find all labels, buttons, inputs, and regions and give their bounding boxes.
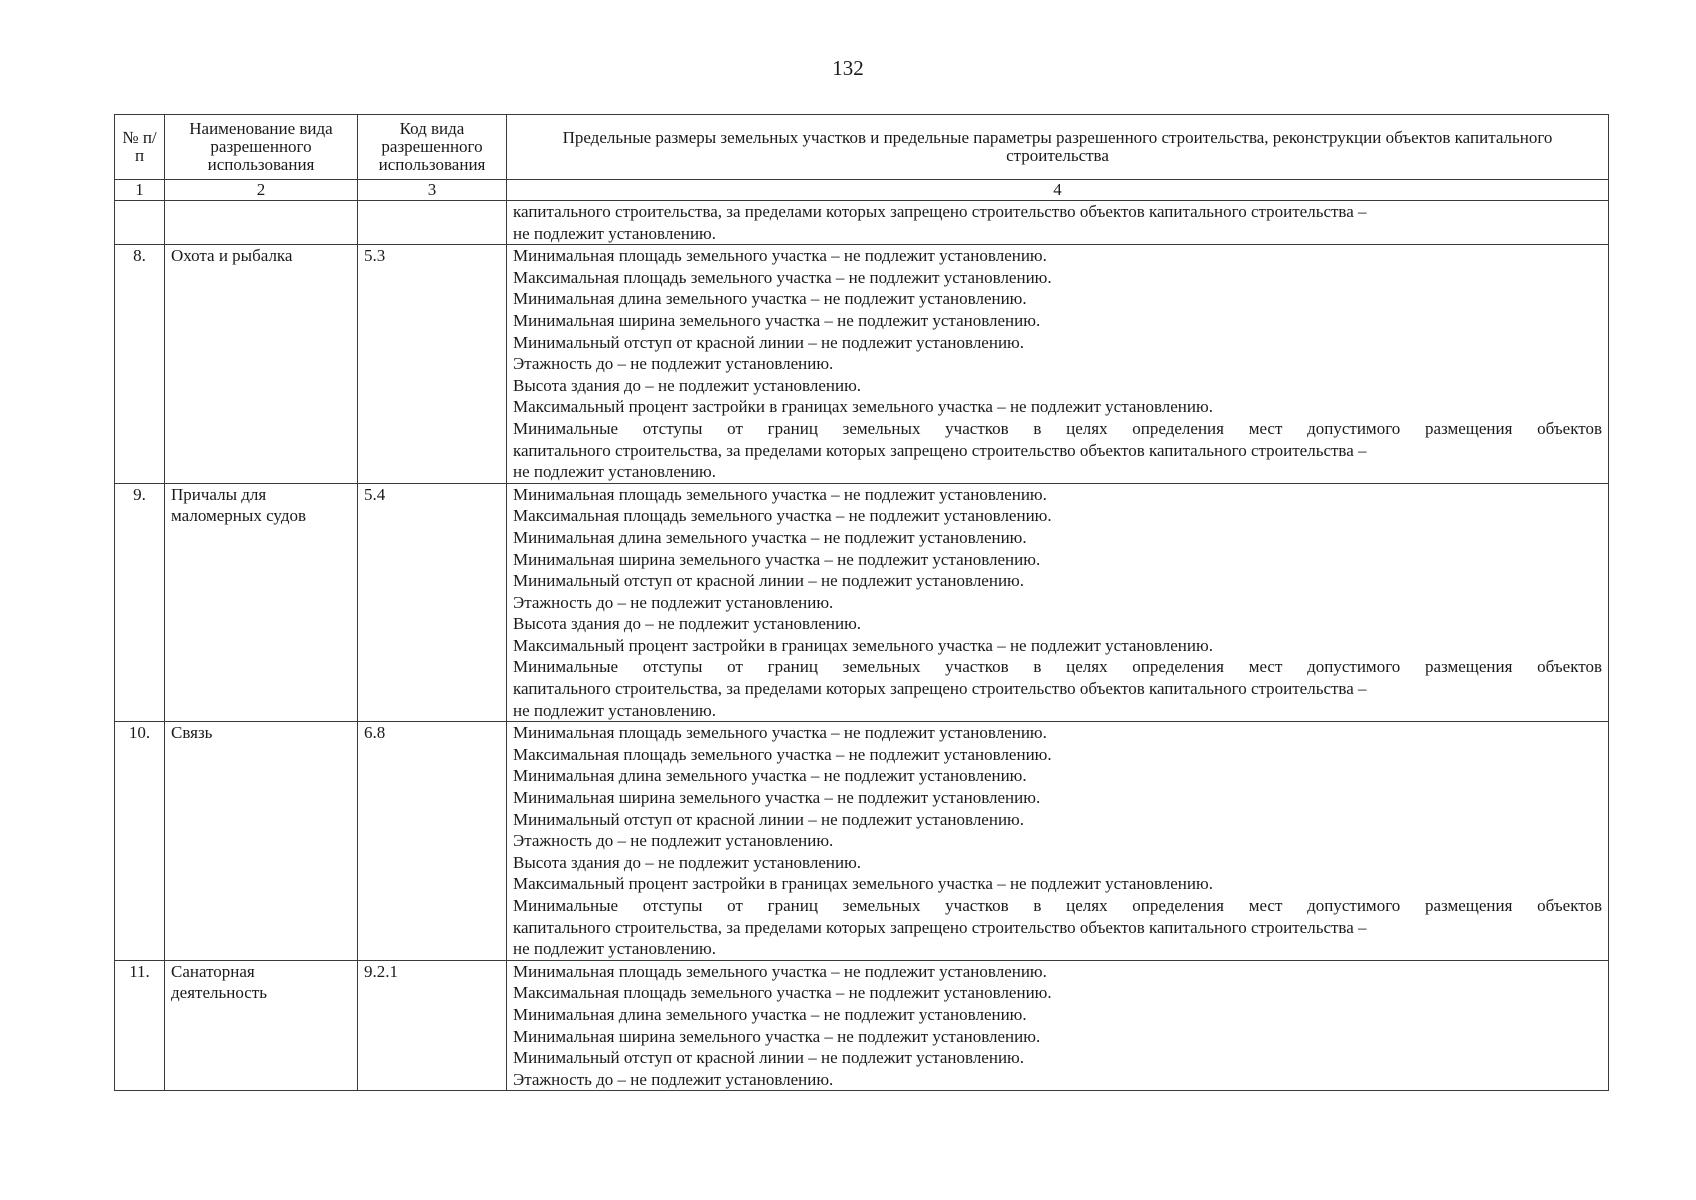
row-num [115, 201, 165, 245]
row-params [507, 483, 1609, 722]
row-name [165, 201, 358, 245]
param-line: Минимальный отступ от красной линии – не подлежит установлению. [513, 332, 1024, 352]
page-number: 132 [832, 56, 864, 80]
param-line: Высота здания до – не подлежит установлению. [513, 852, 862, 872]
param-line: Минимальный отступ от красной линии – не подлежит установлению. [513, 809, 1024, 829]
table-row [115, 245, 1609, 484]
param-line: не подлежит установлению. [513, 223, 717, 243]
table-row [115, 722, 1609, 961]
param-line: Минимальные отступы от границ земельных участков в целях определения мест допустимого размещения объектов [513, 657, 1602, 677]
continuation-row [115, 201, 1609, 245]
param-line: капитального строительства, за пределами которых запрещено строительство объектов капитального строительства – [513, 679, 1367, 699]
param-line: капитального строительства, за пределами которых запрещено строительство объектов капитального строительства – [513, 917, 1367, 937]
param-line: Минимальный отступ от красной линии – не подлежит установлению. [513, 1048, 1024, 1068]
param-line: Минимальная ширина земельного участка – не подлежит установлению. [513, 310, 1041, 330]
param-line: не подлежит установлению. [513, 939, 717, 959]
row-code: 6.8 [358, 722, 507, 961]
column-number: 3 [358, 180, 507, 201]
param-line: Этажность до – не подлежит установлению. [513, 1069, 834, 1089]
param-line: Минимальные отступы от границ земельных участков в целях определения мест допустимого размещения объектов [513, 418, 1602, 438]
row-params [507, 201, 1609, 245]
column-number: 2 [165, 180, 358, 201]
row-code [358, 201, 507, 245]
param-line: Минимальная площадь земельного участка – не подлежит установлению. [513, 961, 1047, 981]
row-name: Санаторная деятельность [165, 960, 358, 1091]
param-line: Минимальная длина земельного участка – не подлежит установлению. [513, 527, 1027, 547]
row-name: Охота и рыбалка [165, 245, 358, 484]
param-line: Этажность до – не подлежит установлению. [513, 592, 834, 612]
param-line: Этажность до – не подлежит установлению. [513, 354, 834, 374]
table-row [115, 483, 1609, 722]
param-line: Минимальная площадь земельного участка – не подлежит установлению. [513, 723, 1047, 743]
row-code: 9.2.1 [358, 960, 507, 1091]
param-line: капитального строительства, за пределами которых запрещено строительство объектов капитального строительства – [513, 440, 1367, 460]
row-params [507, 722, 1609, 961]
param-line: капитального строительства, за пределами которых запрещено строительство объектов капитального строительства – [513, 202, 1367, 221]
param-line: Минимальный отступ от красной линии – не подлежит установлению. [513, 571, 1024, 591]
table-header [115, 115, 1609, 201]
param-line: Высота здания до – не подлежит установлению. [513, 375, 862, 395]
column-number: 1 [115, 180, 165, 201]
column-number: 4 [507, 180, 1609, 201]
row-name: Причалы для маломерных судов [165, 483, 358, 722]
header-name: Наименование вида разрешенного использования [165, 115, 358, 180]
param-line: Минимальная ширина земельного участка – не подлежит установлению. [513, 788, 1041, 808]
row-num: 11. [115, 960, 165, 1091]
param-line: Минимальная ширина земельного участка – не подлежит установлению. [513, 549, 1041, 569]
param-line: Максимальный процент застройки в границах земельного участка – не подлежит установлению. [513, 874, 1213, 894]
row-params [507, 960, 1609, 1091]
param-line: Максимальная площадь земельного участка – не подлежит установлению. [513, 506, 1052, 526]
row-code: 5.3 [358, 245, 507, 484]
param-line: Минимальная площадь земельного участка – не подлежит установлению. [513, 484, 1047, 504]
param-line: Минимальная площадь земельного участка – не подлежит установлению. [513, 246, 1047, 266]
header-row [115, 115, 1609, 180]
row-code: 5.4 [358, 483, 507, 722]
param-line: Максимальный процент застройки в границах земельного участка – не подлежит установлению. [513, 635, 1213, 655]
row-num: 9. [115, 483, 165, 722]
row-num: 8. [115, 245, 165, 484]
param-line: Минимальная ширина земельного участка – не подлежит установлению. [513, 1026, 1041, 1046]
param-line: Максимальная площадь земельного участка – не подлежит установлению. [513, 744, 1052, 764]
param-line: Максимальная площадь земельного участка – не подлежит установлению. [513, 267, 1052, 287]
param-line: Высота здания до – не подлежит установлению. [513, 614, 862, 634]
param-line: Максимальный процент застройки в границах земельного участка – не подлежит установлению. [513, 397, 1213, 417]
table-row [115, 960, 1609, 1091]
header-num: № п/п [115, 115, 165, 180]
param-line: Минимальная длина земельного участка – не подлежит установлению. [513, 766, 1027, 786]
header-params: Предельные размеры земельных участков и предельные параметры разрешенного строительства, реконструкции объектов капитального строительства [507, 115, 1609, 180]
row-params [507, 245, 1609, 484]
param-line: не подлежит установлению. [513, 462, 717, 482]
header-code: Код вида разрешенного использования [358, 115, 507, 180]
param-line: Минимальные отступы от границ земельных участков в целях определения мест допустимого размещения объектов [513, 896, 1602, 915]
table-body [115, 201, 1609, 1091]
row-name: Связь [165, 722, 358, 961]
param-line: не подлежит установлению. [513, 700, 717, 720]
param-line: Максимальная площадь земельного участка – не подлежит установлению. [513, 983, 1052, 1003]
param-line: Этажность до – не подлежит установлению. [513, 831, 834, 851]
row-num: 10. [115, 722, 165, 961]
land-use-parameters-table [114, 114, 1609, 1091]
param-line: Минимальная длина земельного участка – не подлежит установлению. [513, 289, 1027, 309]
column-number-row [115, 180, 1609, 201]
param-line: Минимальная длина земельного участка – не подлежит установлению. [513, 1004, 1027, 1024]
